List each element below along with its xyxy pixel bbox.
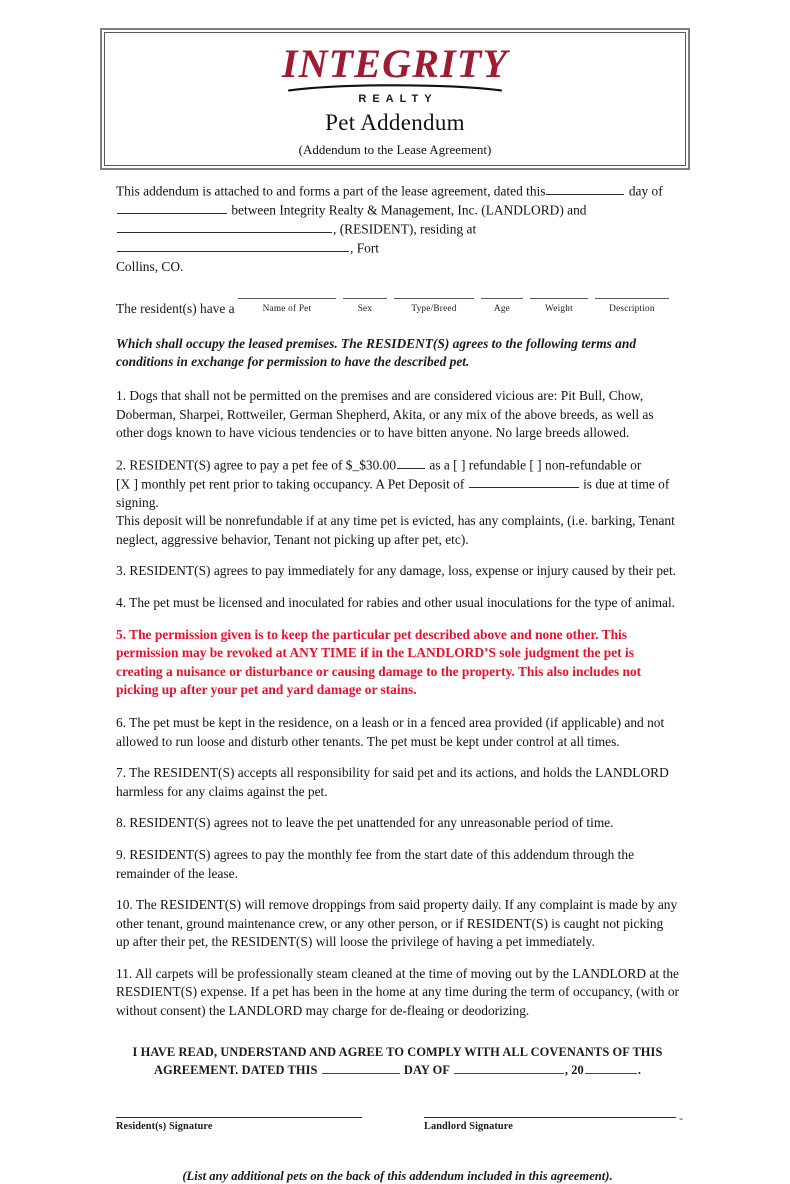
landlord-signature-caption: Landlord Signature bbox=[424, 1120, 513, 1132]
agreement-statement bbox=[116, 1043, 679, 1079]
document-header-box bbox=[100, 28, 690, 170]
agreement-line2-b: DAY OF bbox=[403, 1062, 450, 1077]
resident-have-label: The resident(s) have a bbox=[116, 301, 235, 317]
clause-10: 10. The RESIDENT(S) will remove droppings from said property daily. If any complaint is made by any other tenant, ground maintenance crew, or any other person, or if RESIDENT(S) is caught not picking up after their pet, the RESIDENT(S) will loose the privilege of having a pet immediately. bbox=[116, 897, 678, 950]
landlord-signature-input[interactable] bbox=[424, 1103, 676, 1118]
logo-subtitle-text: REALTY bbox=[358, 93, 438, 105]
blank-agreement-year-field[interactable] bbox=[585, 1061, 637, 1073]
clause-2-text-d: is due at time of signing. bbox=[116, 476, 670, 510]
emphasis-paragraph: Which shall occupy the leased premises. The RESIDENT(S) agrees to the following terms and conditions in exchange for permission to have the described pet. bbox=[116, 335, 637, 370]
company-logo bbox=[102, 41, 688, 105]
blank-agreement-month-field[interactable] bbox=[454, 1061, 564, 1073]
resident-signature-input[interactable] bbox=[116, 1103, 362, 1118]
clause-9: 9. RESIDENT(S) agrees to pay the monthly fee from the start date of this addendum through the remainder of the lease. bbox=[116, 846, 635, 881]
pet-age-input[interactable] bbox=[481, 289, 523, 299]
agreement-line2-d: . bbox=[637, 1062, 642, 1077]
blank-pet-deposit-field[interactable] bbox=[469, 475, 579, 488]
agreement-line1: I HAVE READ, UNDERSTAND AND AGREE TO COMPLY WITH ALL COVENANTS OF THIS bbox=[132, 1044, 663, 1059]
intro-line1-a: This addendum is attached to and forms a part of the lease agreement, dated this bbox=[116, 183, 546, 199]
blank-agreement-day-field[interactable] bbox=[322, 1061, 400, 1073]
clause-2-text-a: 2. RESIDENT(S) agree to pay a pet fee of $_ bbox=[116, 457, 360, 473]
clause-2 bbox=[116, 456, 679, 550]
pet-description-input[interactable] bbox=[595, 289, 669, 299]
pet-name-input[interactable] bbox=[238, 289, 336, 299]
pet-column-name bbox=[238, 289, 336, 319]
pet-column-label: Age bbox=[493, 304, 511, 315]
document-body bbox=[116, 182, 683, 1184]
clause-8: 8. RESIDENT(S) agrees not to leave the pet unattended for any unreasonable period of time. bbox=[116, 815, 614, 831]
pet-fee-value[interactable]: $30.00 bbox=[359, 457, 397, 473]
resident-signature-block bbox=[116, 1103, 362, 1132]
pet-sex-input[interactable] bbox=[343, 289, 387, 299]
clause-3: 3. RESIDENT(S) agrees to pay immediately for any damage, loss, expense or injury caused by their pet. bbox=[116, 563, 677, 579]
page-title: Pet Addendum bbox=[325, 110, 465, 135]
clause-7: 7. The RESIDENT(S) accepts all responsibility for said pet and its actions, and holds the LANDLORD harmless for any claims against the pet. bbox=[116, 765, 669, 799]
agreement-line2-a: AGREEMENT. DATED THIS bbox=[153, 1062, 318, 1077]
clause-2-text-b: as a [ ] refundable [ ] non-refundable or bbox=[429, 457, 642, 473]
clause-2-text-e: This deposit will be nonrefundable if at any time pet is evicted, has any complaints, (i.e. barking, Tenant neglect, aggressive behavior, Tenant not picking up after pet, etc). bbox=[116, 513, 675, 547]
clause-1: 1. Dogs that shall not be permitted on the premises and are considered vicious are: Pit Bull, Chow, Doberman, Sharpei, Rottweiler, German Shepherd, Akita, or any mix of the above breeds, as well as other dogs known to have vicious tendencies or to have bitten anyone. No large breeds allowed. bbox=[116, 388, 654, 441]
intro-line3-b: , Fort bbox=[350, 240, 380, 256]
landlord-signature-block bbox=[424, 1103, 683, 1132]
blank-pet-fee-field[interactable] bbox=[397, 456, 425, 469]
intro-line4: Collins, CO. bbox=[116, 258, 184, 274]
blank-address-field[interactable] bbox=[117, 239, 349, 252]
pet-column-sex bbox=[343, 289, 387, 319]
pet-table bbox=[238, 289, 669, 319]
signature-row bbox=[116, 1103, 683, 1143]
blank-resident-name-field[interactable] bbox=[117, 220, 332, 233]
pet-column-label: Name of Pet bbox=[262, 304, 312, 315]
pet-column-label: Sex bbox=[357, 304, 373, 315]
logo-brand-text: INTEGRITY bbox=[281, 41, 509, 86]
page-subtitle: (Addendum to the Lease Agreement) bbox=[298, 142, 492, 157]
pet-type-input[interactable] bbox=[394, 289, 474, 299]
pet-column-description bbox=[595, 289, 669, 319]
pet-column-label: Description bbox=[609, 304, 655, 315]
pet-column-age bbox=[481, 289, 523, 319]
intro-line1-b: day of bbox=[628, 183, 663, 199]
intro-line2-a: between Integrity Realty & Management, Inc. (LANDLORD) and bbox=[231, 202, 587, 218]
pet-column-label: Weight bbox=[545, 304, 573, 315]
pet-column-label: Type/Breed bbox=[411, 304, 457, 315]
footer-note: (List any additional pets on the back of this addendum included in this agreement). bbox=[182, 1168, 613, 1183]
pet-column-type-breed bbox=[394, 289, 474, 319]
blank-day-field[interactable] bbox=[546, 182, 624, 195]
blank-month-field[interactable] bbox=[117, 201, 227, 214]
clause-11: 11. All carpets will be professionally steam cleaned at the time of moving out by the LANDLORD at the RESDIENT(S) expense. If a pet has been in the home at any time during the term of occupancy, (with or without consent) the LANDLORD may charge for de-fleaing or deodorizing. bbox=[116, 965, 679, 1019]
clause-6: 6. The pet must be kept in the residence, on a leash or in a fenced area provided (if applicable) and not allowed to run loose and disturb other tenants. The pet must be kept under control at all times. bbox=[116, 714, 665, 749]
pet-column-weight bbox=[530, 289, 588, 319]
pet-weight-input[interactable] bbox=[530, 289, 588, 299]
agreement-line2-c: , 20 bbox=[564, 1062, 584, 1077]
clause-4: 4. The pet must be licensed and inoculated for rabies and other usual inoculations for the type of animal. bbox=[116, 594, 676, 610]
resident-signature-caption: Resident(s) Signature bbox=[116, 1120, 213, 1132]
intro-line3-a: , (RESIDENT), residing at bbox=[333, 221, 477, 237]
pet-description-row bbox=[116, 289, 679, 319]
trailing-dash-mark: - bbox=[679, 1110, 683, 1125]
intro-paragraph bbox=[116, 182, 679, 276]
clause-5-highlighted: 5. The permission given is to keep the particular pet described above and none other. This permission may be revoked at ANY TIME if in the LANDLORD’S sole judgment the pet is creating a nuisance or disturbance or causing damage to the property. This also includes not picking up after your pet and yard damage or stains. bbox=[116, 626, 642, 698]
clause-2-text-c: [X ] monthly pet rent prior to taking occupancy. A Pet Deposit of bbox=[116, 476, 465, 491]
